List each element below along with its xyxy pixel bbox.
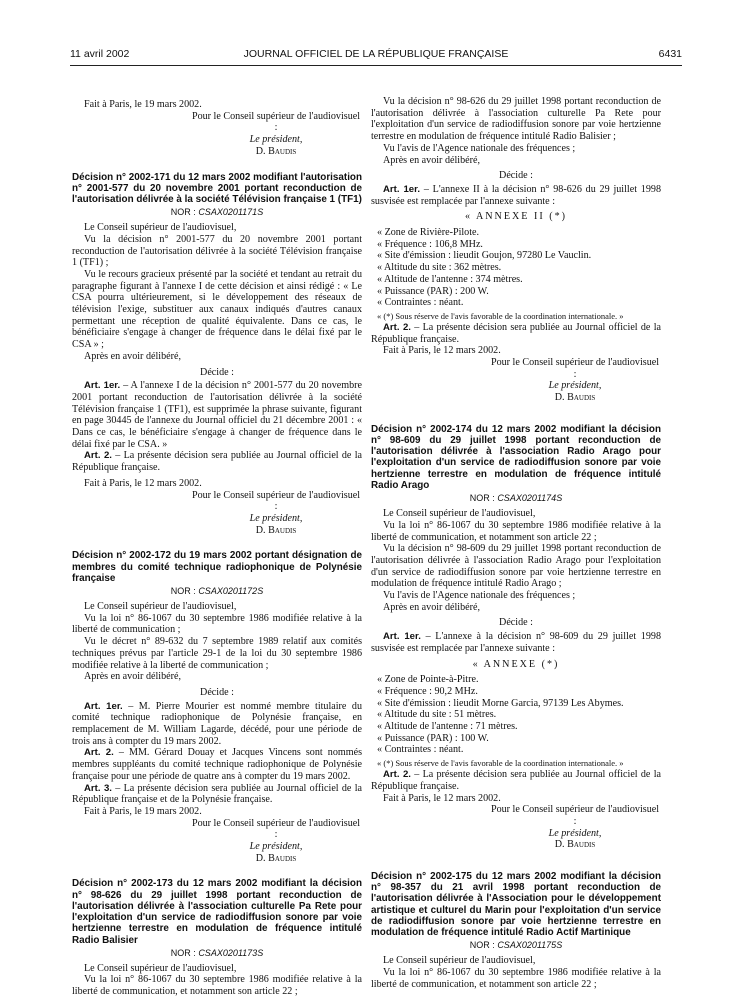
nor-line: NOR : CSAX0201173S: [170, 947, 264, 958]
csa-line: Le Conseil supérieur de l'audiovisuel,: [84, 962, 237, 974]
header-journal-title: JOURNAL OFFICIEL DE LA RÉPUBLIQUE FRANÇAISE: [243, 48, 509, 60]
decide-line: Décide :: [499, 170, 533, 182]
article-3: Art. 3. – La présente décision sera publiée au Journal officiel de la République française et de la Polynésie française.: [72, 782, 362, 806]
article-1: Art. 1er. – L'annexe II à la décision n° 98-626 du 29 juillet 1998 susvisée est remplacée par l'annexe suivante :: [371, 183, 661, 207]
vu-line: Vu l'avis de l'Agence nationale des fréquences ;: [383, 590, 576, 602]
signature-name: D. Baudis: [554, 392, 596, 404]
vu-line: Vu la loi n° 86-1067 du 30 septembre 1986 modifiée relative à la liberté de communication, et notamment son article 22 ;: [72, 974, 362, 998]
signature-title: Le président,: [548, 827, 602, 839]
decide-line: Décide :: [499, 617, 533, 629]
article-2: Art. 2. – La présente décision sera publiée au Journal officiel de la République française.: [371, 769, 661, 792]
header-date: 11 avril 2002: [70, 48, 130, 60]
signature-name: D. Baudis: [255, 145, 297, 157]
nor-line: NOR : CSAX0201171S: [170, 207, 264, 218]
decision-175-title: Décision n° 2002-175 du 12 mars 2002 modifiant la décision n° 98-357 du 21 avril 1998 portant reconduction de l'autorisation délivrée à l'Association pour le développement artistique et culturel du Marin pour l'exploitation d'un service de radiodiffusion sonore par voie hertzienne terrestre en modulation de fréquence intitulé Radio Actif Martinique: [371, 871, 661, 939]
article-2: Art. 2. – La présente décision sera publiée au Journal officiel de la République française.: [371, 321, 661, 345]
article-1: Art. 1er. – A l'annexe I de la décision n° 2001-577 du 20 novembre 2001 portant reconduction de l'autorisation délivrée à la société Télévision française 1 (TF1), est supprimée la phrase suivante, figurant en page 30445 de l'annexe du Journal officiel du 21 décembre 2001 : « Dans ce cas, le bénéficiaire s'engage à changer de fréquence dans le délai fixé par le CSA. »: [72, 380, 362, 450]
signature-for: Pour le Conseil supérieur de l'audiovisuel :: [490, 357, 660, 380]
signature-title: Le président,: [249, 841, 303, 853]
article-1: Art. 1er. – M. Pierre Mourier est nommé membre titulaire du comité technique radiophonique de Polynésie française, en remplacement de M. William Lagarde, décédé, pour une période de trois ans à compter du 19 mars 2002.: [72, 700, 362, 747]
csa-line: Le Conseil supérieur de l'audiovisuel,: [383, 508, 536, 520]
nor-line: NOR : CSAX0201175S: [469, 940, 563, 951]
signature-block: [190, 818, 362, 865]
signature-block: [190, 111, 362, 158]
signature-name: D. Baudis: [554, 839, 596, 851]
article-1: Art. 1er. – L'annexe à la décision n° 98-609 du 29 juillet 1998 susvisée est remplacée par l'annexe suivante :: [371, 631, 661, 654]
header-page-number: 6431: [658, 48, 682, 60]
annex-line: « Altitude de l'antenne : 374 mètres.: [377, 273, 523, 285]
annex-line: « Contraintes : néant.: [377, 297, 464, 309]
annex-line: « Fréquence : 106,8 MHz.: [377, 238, 483, 250]
signature-title: Le président,: [249, 513, 303, 524]
header-rule: [70, 65, 682, 66]
annex-title: « ANNEXE II (*): [464, 211, 568, 223]
signature-block: [489, 357, 661, 404]
csa-line: Le Conseil supérieur de l'audiovisuel,: [383, 955, 536, 967]
annex-line: « Site d'émission : lieudit Goujon, 97280 Le Vauclin.: [377, 250, 592, 262]
annex-line: « Fréquence : 90,2 MHz.: [377, 685, 478, 697]
decision-172-title: Décision n° 2002-172 du 19 mars 2002 portant désignation de membres du comité technique radiophonique de Polynésie française: [72, 550, 362, 584]
fait-line: Fait à Paris, le 19 mars 2002.: [84, 99, 202, 110]
nor-line: NOR : CSAX0201172S: [170, 586, 264, 597]
right-column: [371, 96, 661, 990]
deliberation-line: Après en avoir délibéré,: [84, 671, 181, 683]
signature-block: [489, 804, 661, 851]
vu-line: Vu la décision n° 2001-577 du 20 novembre 2001 portant reconduction de l'autorisation délivrée à la société Télévision française 1 (TF1) ;: [72, 233, 362, 269]
signature-name: D. Baudis: [255, 524, 297, 536]
annex-line: « Altitude du site : 362 mètres.: [377, 262, 502, 274]
annex-note: « (*) Sous réserve de l'avis favorable de la coordination internationale. »: [377, 758, 624, 769]
decision-174-title: Décision n° 2002-174 du 12 mars 2002 modifiant la décision n° 98-609 du 29 juillet 1998 portant reconduction de l'autorisation délivrée à l'association Radio Arago pour l'exploitation d'un service de radiodiffusion sonore par voie hertzienne terrestre en modulation de fréquence intitulé Radio Arago: [371, 423, 661, 491]
signature-for: Pour le Conseil supérieur de l'audiovisuel :: [490, 804, 660, 827]
deliberation-line: Après en avoir délibéré,: [84, 350, 181, 362]
annex-line: « Contraintes : néant.: [377, 744, 464, 756]
annex-line: « Zone de Rivière-Pilote.: [377, 227, 480, 239]
annex-line: « Altitude du site : 51 mètres.: [377, 709, 497, 721]
decide-line: Décide :: [200, 366, 234, 378]
vu-line: Vu la décision n° 98-609 du 29 juillet 1998 portant reconduction de l'autorisation délivrée à l'association Radio Arago pour l'exploitation d'un service de radiodiffusion sonore par voie hertzienne terrestre en modulation de fréquence intitulé Radio Arago ;: [371, 543, 661, 590]
decision-173-title: Décision n° 2002-173 du 12 mars 2002 modifiant la décision n° 98-626 du 29 juillet 1998 portant reconduction de l'autorisation délivrée à l'association culturelle Pa Rete pour l'exploitation d'un service de radiodiffusion sonore par voie hertzienne terrestre en modulation de fréquence intitulé Radio Balisier: [72, 878, 362, 946]
deliberation-line: Après en avoir délibéré,: [383, 154, 480, 166]
decide-line: Décide :: [200, 686, 234, 698]
vu-line: Vu la loi n° 86-1067 du 30 septembre 1986 modifiée relative à la liberté de communication, et notamment son article 22 ;: [371, 967, 661, 990]
annex-line: « Zone de Pointe-à-Pitre.: [377, 674, 479, 686]
annex-line: « Puissance (PAR) : 100 W.: [377, 732, 489, 744]
decision-171-title: Décision n° 2002-171 du 12 mars 2002 modifiant l'autorisation n° 2001-577 du 20 novembre 2001 portant reconduction de l'autorisation délivrée à la société Télévision française 1 (TF1): [72, 171, 362, 205]
signature-for: Pour le Conseil supérieur de l'audiovisuel :: [191, 110, 361, 134]
annex-note: « (*) Sous réserve de l'avis favorable de la coordination internationale. »: [377, 310, 624, 321]
fait-line: Fait à Paris, le 12 mars 2002.: [84, 477, 202, 489]
fait-line: Fait à Paris, le 12 mars 2002.: [383, 345, 501, 357]
annex-title: « ANNEXE (*): [472, 658, 560, 670]
signature-name: D. Baudis: [255, 852, 297, 864]
annex-line: « Site d'émission : lieudit Morne Garcia, 97139 Les Abymes.: [377, 697, 624, 709]
vu-line: Vu la loi n° 86-1067 du 30 septembre 1986 modifiée relative à la liberté de communication ;: [72, 612, 362, 636]
fait-line: Fait à Paris, le 19 mars 2002.: [84, 805, 202, 817]
article-2: Art. 2. – MM. Gérard Douay et Jacques Vincens sont nommés membres suppléants du comité technique radiophonique de Polynésie française pour une période de quatre ans à compter du 19 mars 2002.: [72, 747, 362, 782]
deliberation-line: Après en avoir délibéré,: [383, 601, 480, 613]
vu-line: Vu le recours gracieux présenté par la société et tendant au retrait du paragraphe figurant à l'annexe I de cette décision et ainsi rédigé : « Le CSA pourra ultérieurement, si le développement des réseaux de télévision l'exige, substituer aux canaux indiqués d'autres canaux permettant une réception de qualité équivalente. Dans ce cas, le bénéficiaire s'engage à changer de fréquence dans le délai fixé par le CSA » ;: [72, 268, 362, 351]
signature-block: [190, 490, 362, 537]
vu-line: Vu l'avis de l'Agence nationale des fréquences ;: [383, 142, 576, 154]
signature-title: Le président,: [548, 380, 602, 392]
vu-line: Vu la loi n° 86-1067 du 30 septembre 1986 modifiée relative à la liberté de communication, et notamment son article 22 ;: [371, 519, 661, 543]
annex-line: « Puissance (PAR) : 200 W.: [377, 285, 489, 297]
article-2: Art. 2. – La présente décision sera publiée au Journal officiel de la République française.: [72, 450, 362, 474]
signature-for: Pour le Conseil supérieur de l'audiovisuel :: [191, 817, 361, 841]
csa-line: Le Conseil supérieur de l'audiovisuel,: [84, 222, 237, 234]
nor-line: NOR : CSAX0201174S: [469, 493, 563, 504]
left-column: [72, 99, 362, 998]
vu-line: Vu le décret n° 89-632 du 7 septembre 1989 relatif aux comités techniques prévus par l'article 29-1 de la loi du 30 septembre 1986 modifiée relative à la liberté de communication ;: [72, 636, 362, 671]
page-header: [70, 48, 682, 62]
csa-line: Le Conseil supérieur de l'audiovisuel,: [84, 601, 237, 613]
fait-line: Fait à Paris, le 12 mars 2002.: [383, 792, 501, 804]
vu-line: Vu la décision n° 98-626 du 29 juillet 1998 portant reconduction de l'autorisation délivrée à l'association culturelle Pa Rete pour l'exploitation d'un service de radiodiffusion sonore par voie hertzienne terrestre en modulation de fréquence intitulé Radio Balisier ;: [371, 96, 661, 143]
signature-title: Le président,: [249, 134, 303, 146]
annex-line: « Altitude de l'antenne : 71 mètres.: [377, 721, 518, 733]
signature-for: Pour le Conseil supérieur de l'audiovisuel :: [191, 489, 361, 513]
